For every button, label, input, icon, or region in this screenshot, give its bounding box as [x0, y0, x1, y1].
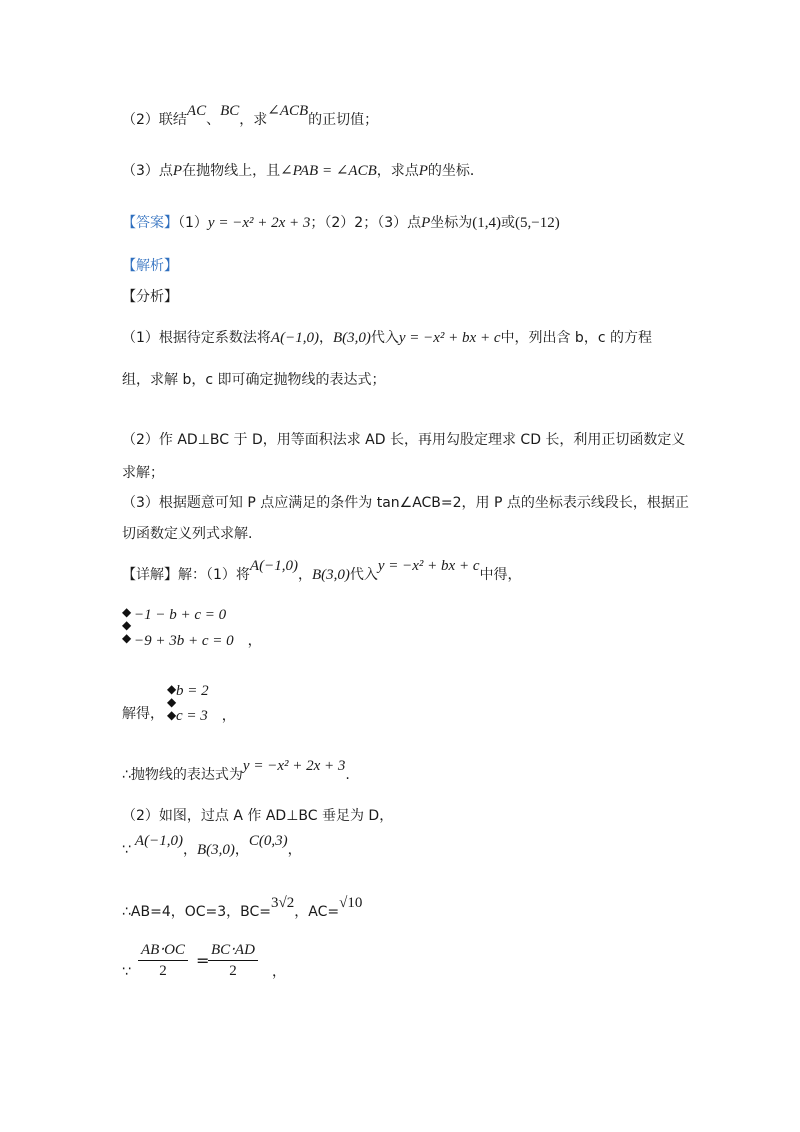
question-3: （3）点P在抛物线上，且∠PAB = ∠ACB，求点P的坐标． [122, 163, 484, 179]
analysis-3-line-2: 切函数定义列式求解. [122, 526, 253, 542]
fraction-left: $\frac{AB\cdot OC}{2}$ [138, 940, 188, 981]
question-2: （2）联结AC、BC，求∠ACB的正切值； [122, 103, 379, 128]
analysis-1-line-1: （1）根据待定系数法将A(−1,0)，B(3,0)代入y = −x² + bx + c中，列出含 b，c 的方程 [122, 330, 652, 346]
solution-c: c = 3 ， [176, 708, 236, 724]
analysis-2-line-2: 求解； [122, 465, 164, 481]
equation-2: −9 + 3b + c = 0 ， [134, 633, 262, 649]
answer-line: 【答案】（1）y = −x² + 2x + 3；（2）2；（3）点P坐标为(1,4)或(5,−12) [122, 215, 560, 231]
jiexi-tag: 【解析】 [122, 258, 178, 274]
analysis-2-line-1: （2）作 AD⊥BC 于 D，用等面积法求 AD 长，再用勾股定理求 CD 长，利用正切函数定义 [122, 432, 686, 448]
fenxi-tag: 【分析】 [122, 289, 178, 305]
solution-b: b = 2 [176, 683, 209, 699]
math-angle-acb: ∠ACB [267, 103, 309, 119]
brace-glyph-2: ◆ ◆ ◆ [167, 682, 177, 722]
equation-1: −1 − b + c = 0 [134, 607, 227, 623]
q2-solution-line-1: （2）如图，过点 A 作 AD⊥BC 垂足为 D， [122, 808, 394, 824]
solution-label: 解得， [122, 706, 164, 722]
expression-line: ∴抛物线的表达式为y = −x² + 2x + 3. [122, 758, 350, 783]
analysis-3-line-1: （3）根据题意可知 P 点应满足的条件为 tan∠ACB=2，用 P 点的坐标表示线段长，根据正 [122, 495, 689, 511]
math-ac: AC [186, 103, 207, 119]
math-angle-equation: ∠PAB = ∠ACB [280, 163, 377, 179]
area-equals: = [196, 951, 210, 970]
answer-formula: y = −x² + 2x + 3 [207, 215, 311, 231]
area-tail: ， [272, 964, 286, 980]
answer-tag: 【答案】 [122, 215, 178, 231]
math-bc: BC [220, 103, 240, 119]
detail-line: 【详解】解：（1）将A(−1,0)，B(3,0)代入y = −x² + bx + c中得， [122, 558, 522, 583]
analysis-1-line-2: 组，求解 b，c 即可确定抛物线的表达式； [122, 372, 386, 388]
fraction-right: $\frac{BC\cdot AD}{2}$ [208, 940, 258, 981]
q2-solution-points: ∵A(−1,0)，B(3,0)，C(0,3)， [122, 833, 302, 858]
brace-glyph-1: ◆ ◆ ◆ [122, 605, 132, 645]
lengths-line: ∴AB=4，OC=3，BC=3√2，AC=√10 [122, 895, 363, 920]
area-because: ∵ [122, 964, 131, 980]
